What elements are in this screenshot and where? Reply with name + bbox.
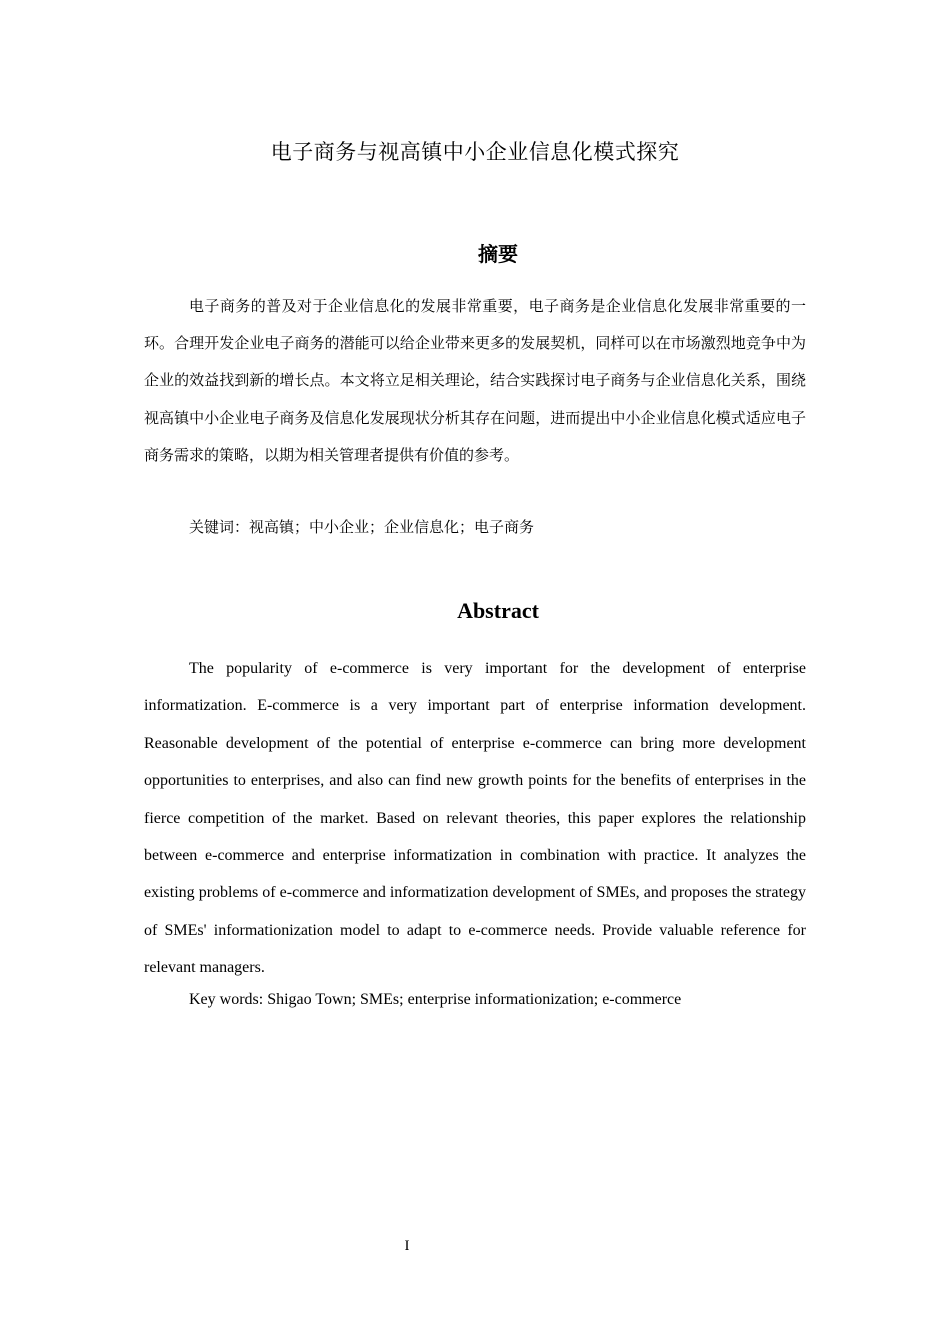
english-keywords: Key words: Shigao Town; SMEs; enterprise informationization; e-commerce [189, 991, 682, 1008]
english-abstract-body: The popularity of e-commerce is very important for the development of enterprise informatization. E-commerce is a very important part of enterprise information development. Reasonable development of the potential of enterprise e-commerce can bring more development opportunities to enterprises, and also can find new growth points for the benefits of enterprises in the fierce competition of the market. Based on relevant theories, this paper explores the relationship between e-commerce and enterprise informatization in combination with practice. It analyzes the existing problems of e-commerce and informatization development of SMEs, and proposes the strategy of SMEs' informationization model to adapt to e-commerce needs. Provide valuable reference for relevant managers. [144, 660, 806, 977]
english-abstract-heading: Abstract [457, 598, 539, 623]
chinese-abstract-body: 电子商务的普及对于企业信息化的发展非常重要，电子商务是企业信息化发展非常重要的一环。合理开发企业电子商务的潜能可以给企业带来更多的发展契机，同样可以在市场激烈地竞争中为企业的效益找到新的增长点。本文将立足相关理论，结合实践探讨电子商务与企业信息化关系，围绕视高镇中小企业电子商务及信息化发展现状分析其存在问题，进而提出中小企业信息化模式适应电子商务需求的策略，以期为相关管理者提供有价值的参考。 [144, 297, 806, 464]
chinese-keywords: 关键词：视高镇；中小企业；企业信息化；电子商务 [189, 518, 535, 536]
chinese-abstract-heading: 摘要 [478, 242, 518, 266]
paper-title: 电子商务与视高镇中小企业信息化模式探究 [270, 140, 680, 164]
page-number: I [404, 1238, 410, 1254]
